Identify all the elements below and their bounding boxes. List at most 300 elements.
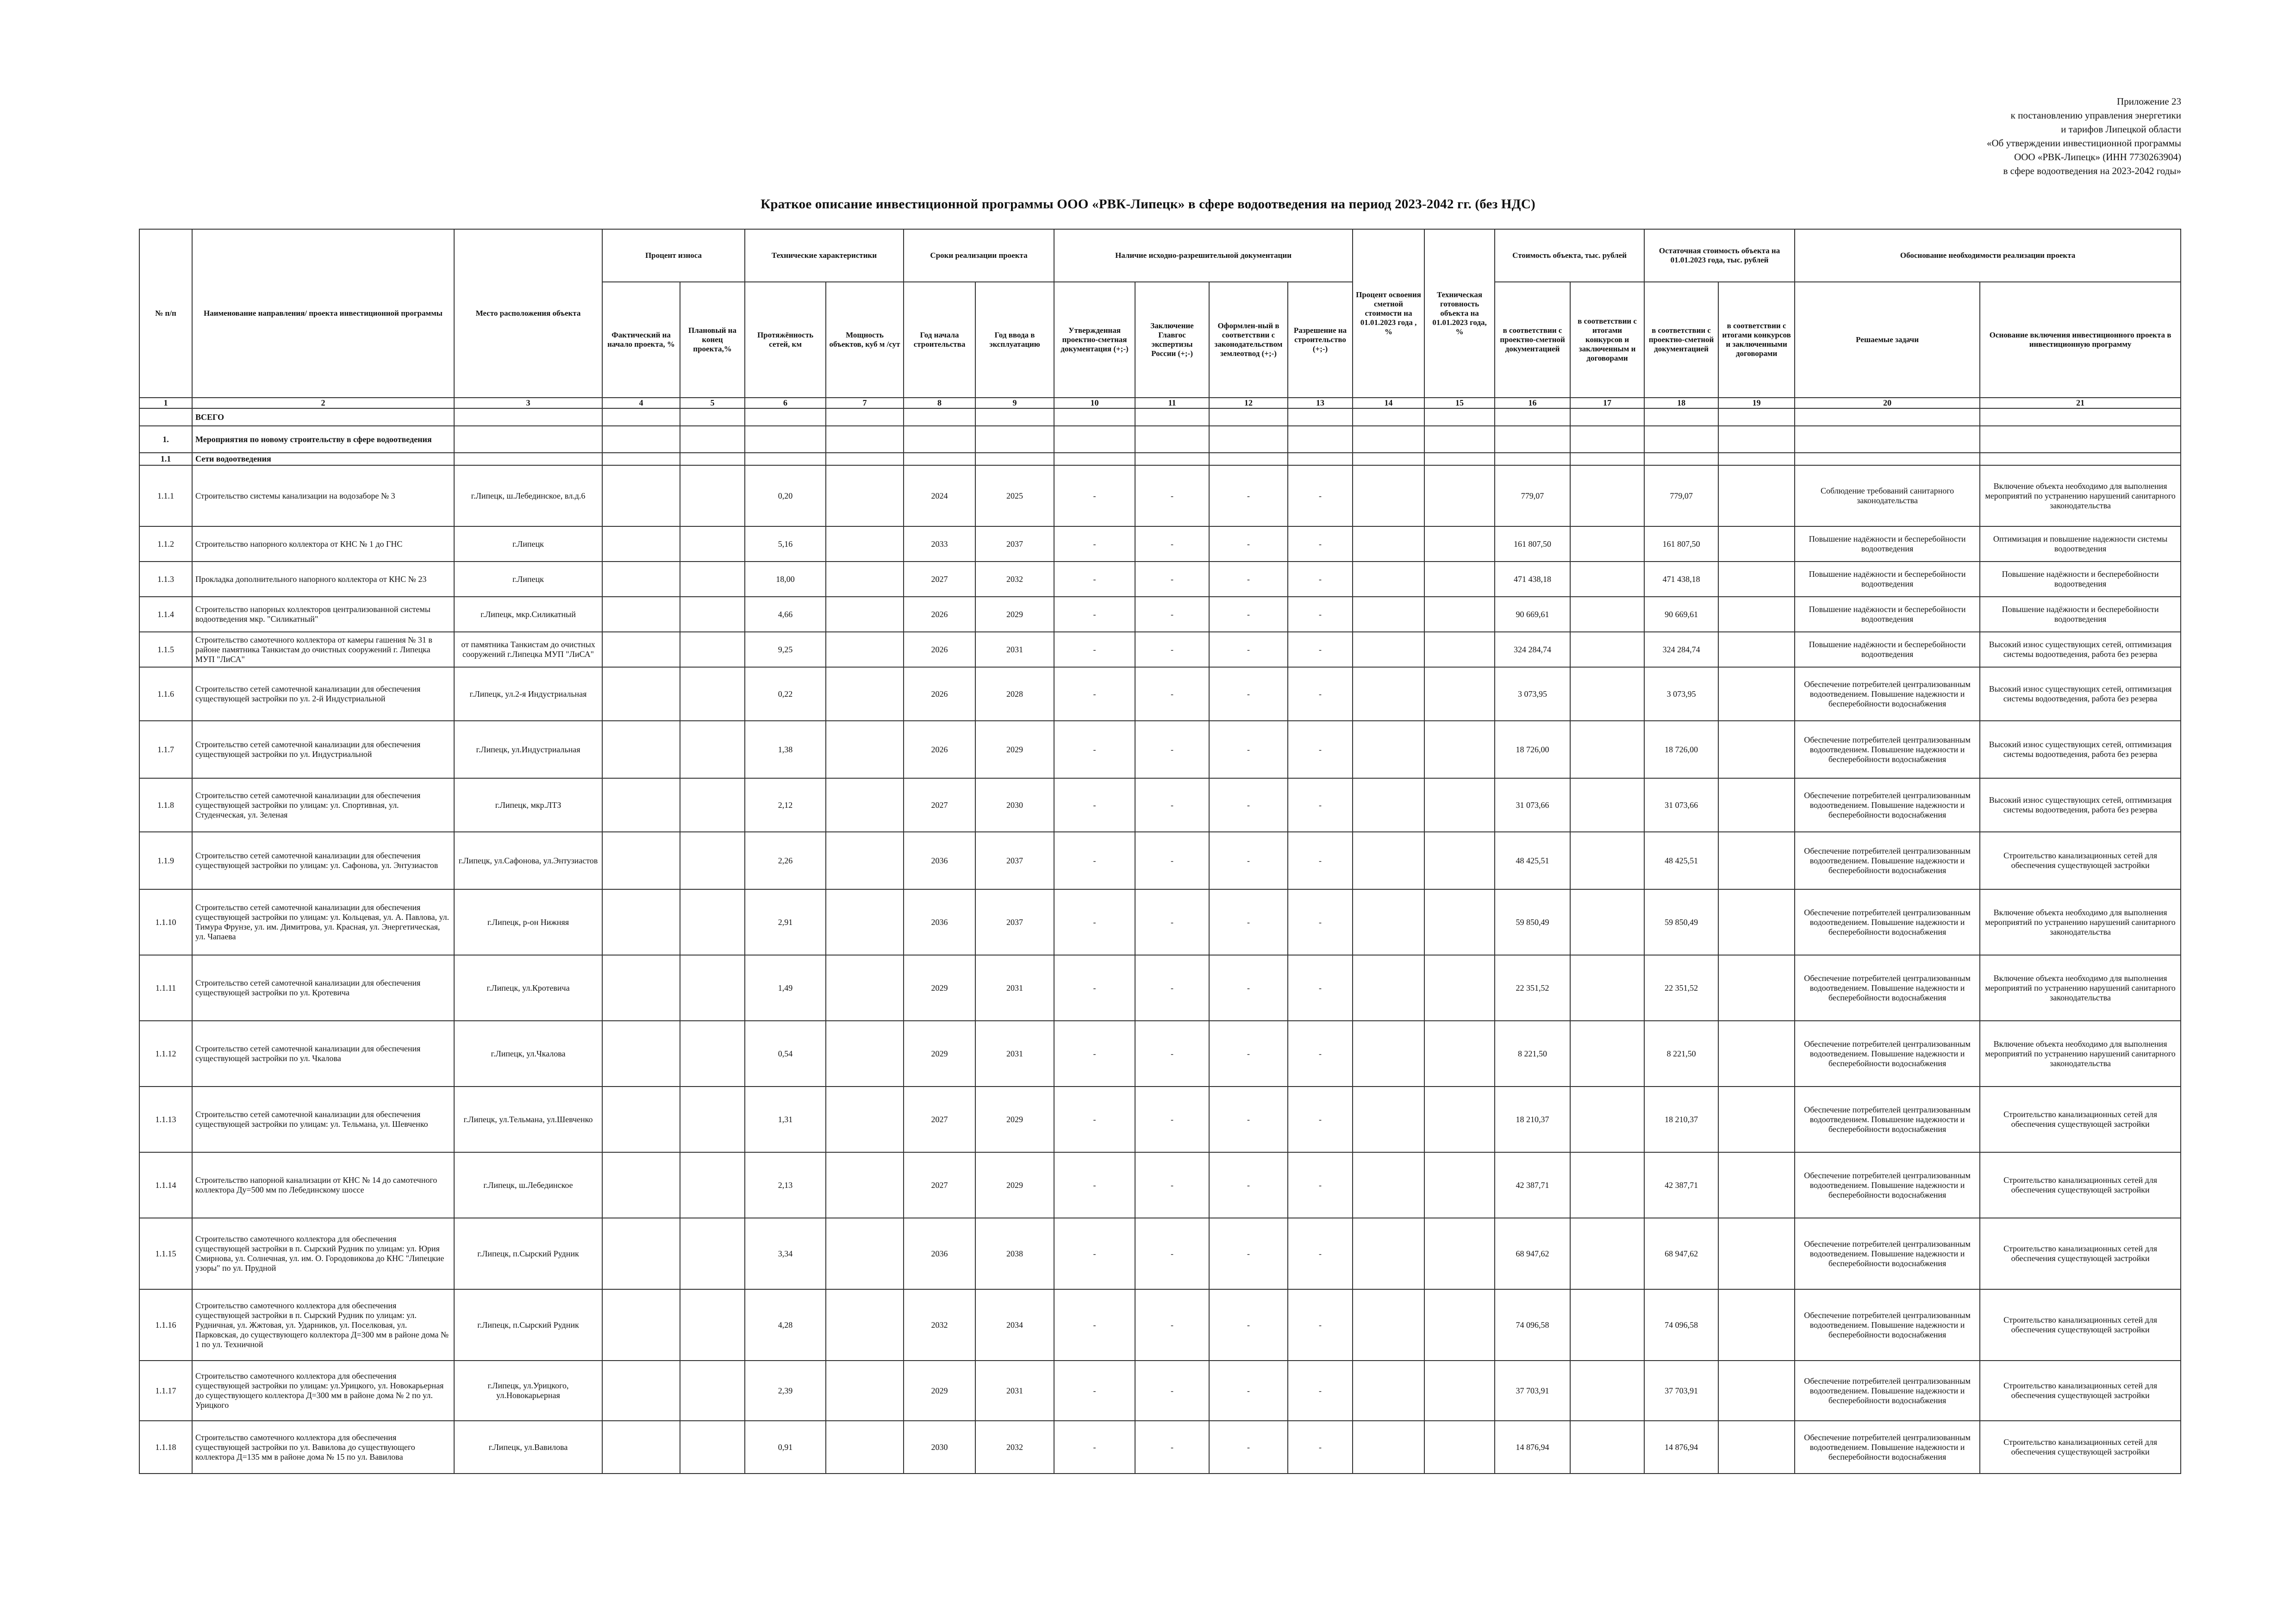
row-readiness <box>1424 1152 1495 1218</box>
row-cost-contract <box>1570 778 1644 832</box>
row-length: 1,31 <box>745 1087 826 1152</box>
row-cost-pct <box>1353 721 1424 778</box>
row-wear-actual <box>602 632 680 667</box>
table-row <box>139 632 2181 667</box>
row-cost-pct <box>1353 562 1424 597</box>
row-readiness <box>1424 955 1495 1021</box>
row-cost-pct <box>1353 1218 1424 1289</box>
row-power <box>826 955 904 1021</box>
row-year-start: 2027 <box>904 1087 975 1152</box>
row-cost-contract <box>1570 1021 1644 1087</box>
column-number: 16 <box>1495 398 1570 408</box>
row-basis: Высокий износ существующих сетей, оптимизация системы водоотведения, работа без резерва <box>1980 721 2181 778</box>
row-length: 1,38 <box>745 721 826 778</box>
row-doc-approved: - <box>1054 526 1135 562</box>
column-number: 21 <box>1980 398 2181 408</box>
row-length: 2,12 <box>745 778 826 832</box>
row-num: 1.1.14 <box>139 1152 192 1218</box>
row-readiness <box>1424 1218 1495 1289</box>
row-year-start: 2026 <box>904 597 975 632</box>
row-wear-actual <box>602 1361 680 1421</box>
row-cost-contract <box>1570 597 1644 632</box>
row-length: 5,16 <box>745 526 826 562</box>
row-doc-approved: - <box>1054 1087 1135 1152</box>
row-doc-approved: - <box>1054 562 1135 597</box>
row-cost-contract <box>1570 1421 1644 1474</box>
row-wear-plan <box>680 1152 745 1218</box>
row-doc-approved: - <box>1054 465 1135 526</box>
row-year-end: 2038 <box>975 1218 1054 1289</box>
row-res-contract <box>1718 1361 1795 1421</box>
row-res-contract <box>1718 832 1795 889</box>
row-year-end: 2031 <box>975 1361 1054 1421</box>
row-year-start: 2036 <box>904 832 975 889</box>
row-doc-expert: - <box>1135 721 1209 778</box>
row-place: г.Липецк, ул.Урицкого, ул.Новокарьерная <box>454 1361 602 1421</box>
row-cost-contract <box>1570 832 1644 889</box>
row-readiness <box>1424 778 1495 832</box>
row-length: 0,91 <box>745 1421 826 1474</box>
header-readiness: Техническая готовность объекта на 01.01.2023 года, % <box>1424 229 1495 398</box>
row-cost-psd: 18 726,00 <box>1495 721 1570 778</box>
table-row <box>139 889 2181 955</box>
document-title: Краткое описание инвестиционной программы ООО «РВК-Липецк» в сфере водоотведения на период 2023-2042 гг. (без НДС) <box>761 197 1535 212</box>
row-readiness <box>1424 721 1495 778</box>
row-length: 2,91 <box>745 889 826 955</box>
row-cost-pct <box>1353 889 1424 955</box>
row-place: г.Липецк, п.Сырский Рудник <box>454 1289 602 1361</box>
header-justification: Обоснование необходимости реализации проекта <box>1795 229 2181 282</box>
row-basis: Строительство канализационных сетей для обеспечения существующей застройки <box>1980 1152 2181 1218</box>
row-year-end: 2025 <box>975 465 1054 526</box>
row-res-psd: 18 726,00 <box>1644 721 1718 778</box>
total-label: ВСЕГО <box>192 408 454 426</box>
row-length: 4,66 <box>745 597 826 632</box>
row-cost-pct <box>1353 1289 1424 1361</box>
row-year-end: 2029 <box>975 1087 1054 1152</box>
column-number: 14 <box>1353 398 1424 408</box>
column-number: 13 <box>1288 398 1353 408</box>
row-doc-expert: - <box>1135 1289 1209 1361</box>
header-cost-contract: в соответствии с итогами конкурсов и заключенным и договорами <box>1570 282 1644 398</box>
row-length: 9,25 <box>745 632 826 667</box>
header-wear: Процент износа <box>602 229 745 282</box>
row-num: 1.1.18 <box>139 1421 192 1474</box>
column-number: 1 <box>139 398 192 408</box>
row-cost-contract <box>1570 562 1644 597</box>
row-year-end: 2037 <box>975 889 1054 955</box>
row-cost-pct <box>1353 1021 1424 1087</box>
row-name: Прокладка дополнительного напорного коллектора от КНС № 23 <box>192 562 454 597</box>
row-wear-plan <box>680 667 745 721</box>
row-readiness <box>1424 1087 1495 1152</box>
row-wear-plan <box>680 1289 745 1361</box>
row-res-contract <box>1718 1421 1795 1474</box>
row-cost-contract <box>1570 721 1644 778</box>
row-doc-land: - <box>1209 632 1288 667</box>
column-number: 18 <box>1644 398 1718 408</box>
row-length: 1,49 <box>745 955 826 1021</box>
row-wear-actual <box>602 778 680 832</box>
row-wear-actual <box>602 889 680 955</box>
row-year-end: 2032 <box>975 1421 1054 1474</box>
row-cost-pct <box>1353 1087 1424 1152</box>
row-doc-expert: - <box>1135 889 1209 955</box>
row-power <box>826 1361 904 1421</box>
row-cost-psd: 68 947,62 <box>1495 1218 1570 1289</box>
row-res-contract <box>1718 667 1795 721</box>
row-tasks: Обеспечение потребителей централизованным водоотведением. Повышение надежности и бесперебойности водоснабжения <box>1795 1289 1980 1361</box>
row-doc-permit: - <box>1288 721 1353 778</box>
row-doc-expert: - <box>1135 778 1209 832</box>
row-tasks: Обеспечение потребителей централизованным водоотведением. Повышение надежности и бесперебойности водоснабжения <box>1795 1218 1980 1289</box>
row-res-psd: 8 221,50 <box>1644 1021 1718 1087</box>
row-basis: Строительство канализационных сетей для обеспечения существующей застройки <box>1980 1289 2181 1361</box>
row-basis: Повышение надёжности и бесперебойности водоотведения <box>1980 562 2181 597</box>
row-wear-actual <box>602 1421 680 1474</box>
row-res-psd: 42 387,71 <box>1644 1152 1718 1218</box>
row-doc-approved: - <box>1054 1152 1135 1218</box>
row-num: 1.1.1 <box>139 465 192 526</box>
row-res-psd: 161 807,50 <box>1644 526 1718 562</box>
row-cost-pct <box>1353 1421 1424 1474</box>
row-cost-contract <box>1570 667 1644 721</box>
row-cost-pct <box>1353 1152 1424 1218</box>
row-power <box>826 1289 904 1361</box>
row-doc-permit: - <box>1288 1289 1353 1361</box>
row-doc-land: - <box>1209 562 1288 597</box>
row-wear-plan <box>680 526 745 562</box>
row-doc-approved: - <box>1054 667 1135 721</box>
column-number: 8 <box>904 398 975 408</box>
row-name: Строительство самотечного коллектора от камеры гашения № 31 в районе памятника Танкистам до очистных сооружений г. Липецка МУП "ЛиСА" <box>192 632 454 667</box>
row-cost-psd: 37 703,91 <box>1495 1361 1570 1421</box>
row-cost-psd: 74 096,58 <box>1495 1289 1570 1361</box>
row-doc-expert: - <box>1135 832 1209 889</box>
row-doc-expert: - <box>1135 632 1209 667</box>
row-res-psd: 779,07 <box>1644 465 1718 526</box>
header-cost-psd: в соответствии с проектно-сметной документацией <box>1495 282 1570 398</box>
row-res-psd: 59 850,49 <box>1644 889 1718 955</box>
header-length: Протяжённость сетей, км <box>745 282 826 398</box>
row-num: 1.1.9 <box>139 832 192 889</box>
row-doc-approved: - <box>1054 1289 1135 1361</box>
appendix-block <box>1626 94 2181 178</box>
row-cost-pct <box>1353 667 1424 721</box>
row-cost-contract <box>1570 1361 1644 1421</box>
row-wear-plan <box>680 721 745 778</box>
row-tasks: Соблюдение требований санитарного законодательства <box>1795 465 1980 526</box>
row-year-start: 2026 <box>904 721 975 778</box>
row-wear-actual <box>602 562 680 597</box>
header-doc-land: Оформлен-ный в соответствии с законодательством землеотвод (+;-) <box>1209 282 1288 398</box>
row-wear-plan <box>680 778 745 832</box>
row-num: 1.1.4 <box>139 597 192 632</box>
row-res-contract <box>1718 778 1795 832</box>
row-basis: Повышение надёжности и бесперебойности водоотведения <box>1980 597 2181 632</box>
row-tasks: Обеспечение потребителей централизованным водоотведением. Повышение надежности и бесперебойности водоснабжения <box>1795 667 1980 721</box>
row-power <box>826 1218 904 1289</box>
row-basis: Высокий износ существующих сетей, оптимизация системы водоотведения, работа без резерва <box>1980 667 2181 721</box>
row-wear-plan <box>680 832 745 889</box>
row-doc-permit: - <box>1288 465 1353 526</box>
row-cost-psd: 48 425,51 <box>1495 832 1570 889</box>
row-doc-land: - <box>1209 778 1288 832</box>
row-doc-permit: - <box>1288 597 1353 632</box>
row-doc-permit: - <box>1288 889 1353 955</box>
row-year-start: 2027 <box>904 778 975 832</box>
row-cost-pct <box>1353 526 1424 562</box>
row-place: г.Липецк <box>454 526 602 562</box>
column-number: 20 <box>1795 398 1980 408</box>
row-doc-permit: - <box>1288 1087 1353 1152</box>
row-cost-pct <box>1353 1361 1424 1421</box>
section-1-1-num: 1.1 <box>139 453 192 465</box>
row-doc-permit: - <box>1288 955 1353 1021</box>
row-year-start: 2029 <box>904 1021 975 1087</box>
header-residual: Остаточная стоимость объекта на 01.01.2023 года, тыс. рублей <box>1644 229 1795 282</box>
row-doc-expert: - <box>1135 562 1209 597</box>
appendix-line: и тарифов Липецкой области <box>2061 124 2181 135</box>
row-year-end: 2037 <box>975 832 1054 889</box>
row-res-contract <box>1718 465 1795 526</box>
row-year-end: 2030 <box>975 778 1054 832</box>
row-tasks: Обеспечение потребителей централизованным водоотведением. Повышение надежности и бесперебойности водоснабжения <box>1795 721 1980 778</box>
row-doc-approved: - <box>1054 778 1135 832</box>
table-row <box>139 667 2181 721</box>
row-doc-land: - <box>1209 1289 1288 1361</box>
row-basis: Включение объекта необходимо для выполнения мероприятий по устранению нарушений санитарного законодательства <box>1980 889 2181 955</box>
row-doc-approved: - <box>1054 889 1135 955</box>
row-name: Строительство сетей самотечной канализации для обеспечения существующей застройки по улицам: ул. Кольцевая, ул. А. Павлова, ул. Тимура Фрунзе, ул. им. Димитрова, ул. Красная, ул. Энергетическая, ул. Чапаева <box>192 889 454 955</box>
row-doc-land: - <box>1209 465 1288 526</box>
row-tasks: Повышение надёжности и бесперебойности водоотведения <box>1795 597 1980 632</box>
row-tasks: Обеспечение потребителей централизованным водоотведением. Повышение надежности и бесперебойности водоснабжения <box>1795 1087 1980 1152</box>
row-res-contract <box>1718 1087 1795 1152</box>
row-basis: Высокий износ существующих сетей, оптимизация системы водоотведения, работа без резерва <box>1980 632 2181 667</box>
table-row <box>139 562 2181 597</box>
row-doc-expert: - <box>1135 526 1209 562</box>
row-doc-expert: - <box>1135 465 1209 526</box>
row-res-psd: 18 210,37 <box>1644 1087 1718 1152</box>
row-cost-contract <box>1570 1289 1644 1361</box>
row-doc-land: - <box>1209 1361 1288 1421</box>
row-readiness <box>1424 889 1495 955</box>
header-doc-approved: Утвержденная проектно-сметная документация (+;-) <box>1054 282 1135 398</box>
column-number: 11 <box>1135 398 1209 408</box>
row-doc-approved: - <box>1054 597 1135 632</box>
row-doc-land: - <box>1209 1421 1288 1474</box>
row-doc-expert: - <box>1135 1361 1209 1421</box>
row-doc-expert: - <box>1135 1087 1209 1152</box>
row-cost-psd: 18 210,37 <box>1495 1087 1570 1152</box>
row-year-start: 2024 <box>904 465 975 526</box>
row-doc-land: - <box>1209 526 1288 562</box>
row-name: Строительство напорной канализации от КНС № 14 до самотечного коллектора Ду=500 мм по Лебединскому шоссе <box>192 1152 454 1218</box>
row-doc-approved: - <box>1054 1361 1135 1421</box>
column-number: 15 <box>1424 398 1495 408</box>
header-cost: Стоимость объекта, тыс. рублей <box>1495 229 1644 282</box>
row-power <box>826 667 904 721</box>
row-res-psd: 37 703,91 <box>1644 1361 1718 1421</box>
row-power <box>826 526 904 562</box>
row-doc-expert: - <box>1135 597 1209 632</box>
row-res-psd: 74 096,58 <box>1644 1289 1718 1361</box>
row-basis: Оптимизация и повышение надежности системы водоотведения <box>1980 526 2181 562</box>
header-res-contract: в соответствии с итогами конкурсов и заключенными договорами <box>1718 282 1795 398</box>
row-res-psd: 48 425,51 <box>1644 832 1718 889</box>
row-cost-pct <box>1353 778 1424 832</box>
row-year-end: 2031 <box>975 1021 1054 1087</box>
row-wear-plan <box>680 1218 745 1289</box>
row-doc-land: - <box>1209 1152 1288 1218</box>
row-name: Строительство напорных коллекторов централизованной системы водоотведения мкр. "Силикатный" <box>192 597 454 632</box>
row-tasks: Повышение надёжности и бесперебойности водоотведения <box>1795 562 1980 597</box>
row-place: г.Липецк, ш.Лебединское, вл.д.6 <box>454 465 602 526</box>
column-number: 12 <box>1209 398 1288 408</box>
row-length: 2,39 <box>745 1361 826 1421</box>
row-wear-actual <box>602 667 680 721</box>
row-basis: Строительство канализационных сетей для обеспечения существующей застройки <box>1980 1218 2181 1289</box>
row-basis: Включение объекта необходимо для выполнения мероприятий по устранению нарушений санитарного законодательства <box>1980 955 2181 1021</box>
row-power <box>826 465 904 526</box>
header-place: Место расположения объекта <box>454 229 602 398</box>
row-wear-actual <box>602 1289 680 1361</box>
header-wear-actual: Фактический на начало проекта, % <box>602 282 680 398</box>
row-name: Строительство самотечного коллектора для обеспечения существующей застройки в п. Сырский Рудник по улицам: ул. Рудничная, ул. Жжтовая, ул. Ударников, ул. Поселковая, ул. Парковская, до существующего коллектора Д=300 мм в районе дома № 1 по ул. Техничной <box>192 1289 454 1361</box>
header-year-end: Год ввода в эксплуатацию <box>975 282 1054 398</box>
row-wear-plan <box>680 465 745 526</box>
row-year-end: 2029 <box>975 721 1054 778</box>
table-row <box>139 526 2181 562</box>
row-cost-psd: 471 438,18 <box>1495 562 1570 597</box>
row-name: Строительство самотечного коллектора для обеспечения существующей застройки по улицам: ул.Урицкого, ул. Новокарьерная до существующего коллектора Д=300 мм в районе дома № 2 по ул. Урицкого <box>192 1361 454 1421</box>
column-number: 17 <box>1570 398 1644 408</box>
row-doc-expert: - <box>1135 1152 1209 1218</box>
appendix-line: «Об утверждении инвестиционной программы <box>1986 137 2181 149</box>
row-power <box>826 1087 904 1152</box>
row-doc-expert: - <box>1135 667 1209 721</box>
row-place: г.Липецк, п.Сырский Рудник <box>454 1218 602 1289</box>
table-row <box>139 597 2181 632</box>
row-place: г.Липецк <box>454 562 602 597</box>
row-place: г.Липецк, мкр.ЛТЗ <box>454 778 602 832</box>
row-tasks: Обеспечение потребителей централизованным водоотведением. Повышение надежности и бесперебойности водоснабжения <box>1795 1361 1980 1421</box>
row-doc-permit: - <box>1288 632 1353 667</box>
row-wear-actual <box>602 526 680 562</box>
row-num: 1.1.6 <box>139 667 192 721</box>
row-cost-psd: 8 221,50 <box>1495 1021 1570 1087</box>
row-name: Строительство сетей самотечной канализации для обеспечения существующей застройки по улицам: ул. Сафонова, ул. Энтузиастов <box>192 832 454 889</box>
row-res-contract <box>1718 1218 1795 1289</box>
row-res-psd: 324 284,74 <box>1644 632 1718 667</box>
row-cost-psd: 22 351,52 <box>1495 955 1570 1021</box>
row-doc-permit: - <box>1288 526 1353 562</box>
row-length: 3,34 <box>745 1218 826 1289</box>
row-doc-expert: - <box>1135 1021 1209 1087</box>
row-wear-plan <box>680 1421 745 1474</box>
row-power <box>826 632 904 667</box>
row-tasks: Обеспечение потребителей централизованным водоотведением. Повышение надежности и бесперебойности водоснабжения <box>1795 778 1980 832</box>
row-tasks: Повышение надёжности и бесперебойности водоотведения <box>1795 526 1980 562</box>
row-place: г.Липецк, ул.Сафонова, ул.Энтузиастов <box>454 832 602 889</box>
row-num: 1.1.15 <box>139 1218 192 1289</box>
row-readiness <box>1424 465 1495 526</box>
row-readiness <box>1424 667 1495 721</box>
header-res-psd: в соответствии с проектно-сметной документацией <box>1644 282 1718 398</box>
row-cost-pct <box>1353 955 1424 1021</box>
row-doc-permit: - <box>1288 832 1353 889</box>
row-cost-psd: 324 284,74 <box>1495 632 1570 667</box>
appendix-line: Приложение 23 <box>2117 96 2181 107</box>
row-year-end: 2029 <box>975 597 1054 632</box>
appendix-line: к постановлению управления энергетики <box>2010 110 2181 121</box>
header-name: Наименование направления/ проекта инвестиционной программы <box>192 229 454 398</box>
row-basis: Строительство канализационных сетей для обеспечения существующей застройки <box>1980 1421 2181 1474</box>
row-doc-permit: - <box>1288 1021 1353 1087</box>
row-num: 1.1.12 <box>139 1021 192 1087</box>
row-length: 0,22 <box>745 667 826 721</box>
row-readiness <box>1424 632 1495 667</box>
row-res-contract <box>1718 632 1795 667</box>
row-cost-psd: 90 669,61 <box>1495 597 1570 632</box>
row-basis: Включение объекта необходимо для выполнения мероприятий по устранению нарушений санитарного законодательства <box>1980 1021 2181 1087</box>
row-place: г.Липецк, ул.Чкалова <box>454 1021 602 1087</box>
table-row <box>139 1289 2181 1361</box>
row-res-contract <box>1718 889 1795 955</box>
row-year-start: 2032 <box>904 1289 975 1361</box>
row-tasks: Обеспечение потребителей централизованным водоотведением. Повышение надежности и бесперебойности водоснабжения <box>1795 1152 1980 1218</box>
row-name: Строительство сетей самотечной канализации для обеспечения существующей застройки по улицам: ул. Спортивная, ул. Студенческая, ул. Зеленая <box>192 778 454 832</box>
row-readiness <box>1424 1361 1495 1421</box>
row-tasks: Обеспечение потребителей централизованным водоотведением. Повышение надежности и бесперебойности водоснабжения <box>1795 1021 1980 1087</box>
row-doc-permit: - <box>1288 1361 1353 1421</box>
row-basis: Высокий износ существующих сетей, оптимизация системы водоотведения, работа без резерва <box>1980 778 2181 832</box>
header-tasks: Решаемые задачи <box>1795 282 1980 398</box>
row-length: 0,54 <box>745 1021 826 1087</box>
column-number: 10 <box>1054 398 1135 408</box>
row-place: г.Липецк, ш.Лебединское <box>454 1152 602 1218</box>
table-row <box>139 721 2181 778</box>
row-cost-psd: 59 850,49 <box>1495 889 1570 955</box>
row-doc-land: - <box>1209 1021 1288 1087</box>
row-year-start: 2026 <box>904 667 975 721</box>
row-cost-contract <box>1570 526 1644 562</box>
header-power: Мощность объектов, куб м /сут <box>826 282 904 398</box>
row-year-start: 2027 <box>904 562 975 597</box>
section-1-num: 1. <box>139 426 192 453</box>
row-place: г.Липецк, ул.2-я Индустриальная <box>454 667 602 721</box>
row-year-start: 2029 <box>904 955 975 1021</box>
column-number: 19 <box>1718 398 1795 408</box>
investment-table <box>139 229 2181 1474</box>
row-res-contract <box>1718 1152 1795 1218</box>
row-res-contract <box>1718 1021 1795 1087</box>
column-number: 3 <box>454 398 602 408</box>
row-wear-actual <box>602 465 680 526</box>
row-readiness <box>1424 1421 1495 1474</box>
header-basis: Основание включения инвестиционного проекта в инвестиционную программу <box>1980 282 2181 398</box>
row-power <box>826 889 904 955</box>
row-power <box>826 562 904 597</box>
row-power <box>826 1421 904 1474</box>
header-tech: Технические характеристики <box>745 229 904 282</box>
row-place: г.Липецк, мкр.Силикатный <box>454 597 602 632</box>
row-year-start: 2026 <box>904 632 975 667</box>
header-cost-pct: Процент освоения сметной стоимости на 01.01.2023 года , % <box>1353 229 1424 398</box>
row-length: 18,00 <box>745 562 826 597</box>
row-name: Строительство сетей самотечной канализации для обеспечения существующей застройки по ул. Чкалова <box>192 1021 454 1087</box>
